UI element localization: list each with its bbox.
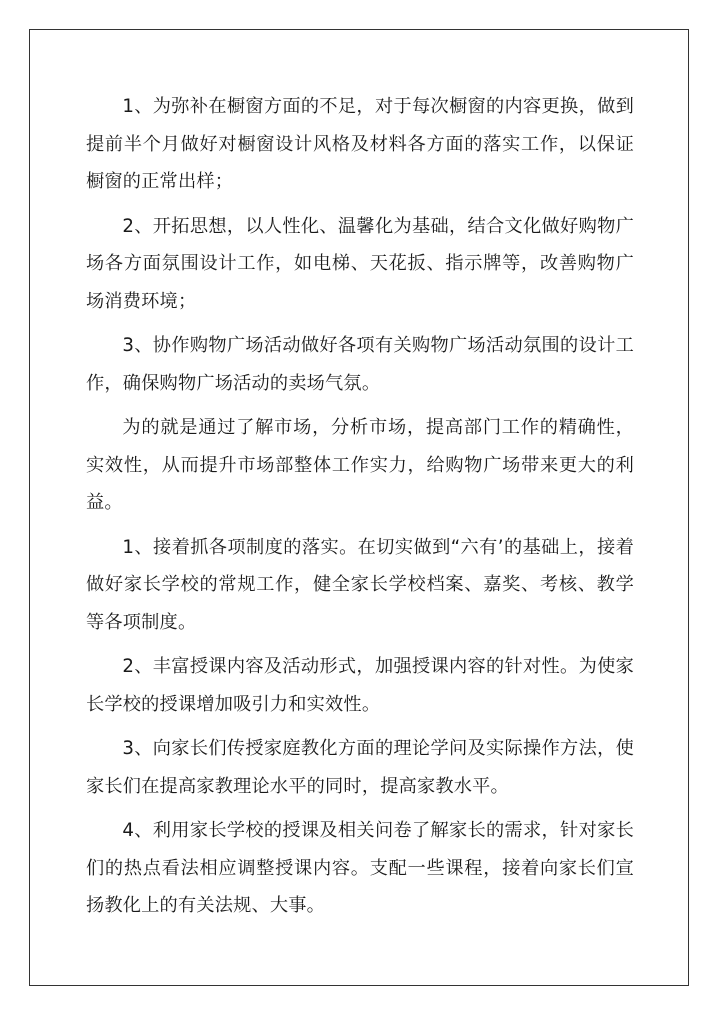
paragraph-2: 2、开拓思想，以人性化、温馨化为基础，结合文化做好购物广场各方面氛围设计工作，如电梯、天花扳、指示牌等，改善购物广场消费环境； xyxy=(86,215,634,312)
paragraph-3: 3、协作购物广场活动做好各项有关购物广场活动氛围的设计工作，确保购物广场活动的卖场气氛。 xyxy=(86,335,634,394)
paragraph-7: 3、向家长们传授家庭教化方面的理论学问及实际操作方法，使家长们在提高家教理论水平的同时，提高家教水平。 xyxy=(86,738,634,797)
document-body xyxy=(86,88,634,932)
paragraph-4: 为的就是通过了解市场，分析市场，提高部门工作的精确性，实效性，从而提升市场部整体工作实力，给购物广场带来更大的利益。 xyxy=(86,417,634,513)
paragraph-6: 2、丰富授课内容及活动形式，加强授课内容的针对性。为使家长学校的授课增加吸引力和实效性。 xyxy=(86,656,634,715)
paragraph-1: 1、为弥补在橱窗方面的不足，对于每次橱窗的内容更换，做到提前半个月做好对橱窗设计风格及材料各方面的落实工作，以保证橱窗的正常出样； xyxy=(86,96,634,192)
paragraph-8: 4、利用家长学校的授课及相关问卷了解家长的需求，针对家长们的热点看法相应调整授课内容。支配一些课程，接着向家长们宣扬教化上的有关法规、大事。 xyxy=(86,820,634,916)
paragraph-5: 1、接着抓各项制度的落实。在切实做到“六有’的基础上，接着做好家长学校的常规工作，健全家长学校档案、嘉奖、考核、教学等各项制度。 xyxy=(86,536,634,633)
